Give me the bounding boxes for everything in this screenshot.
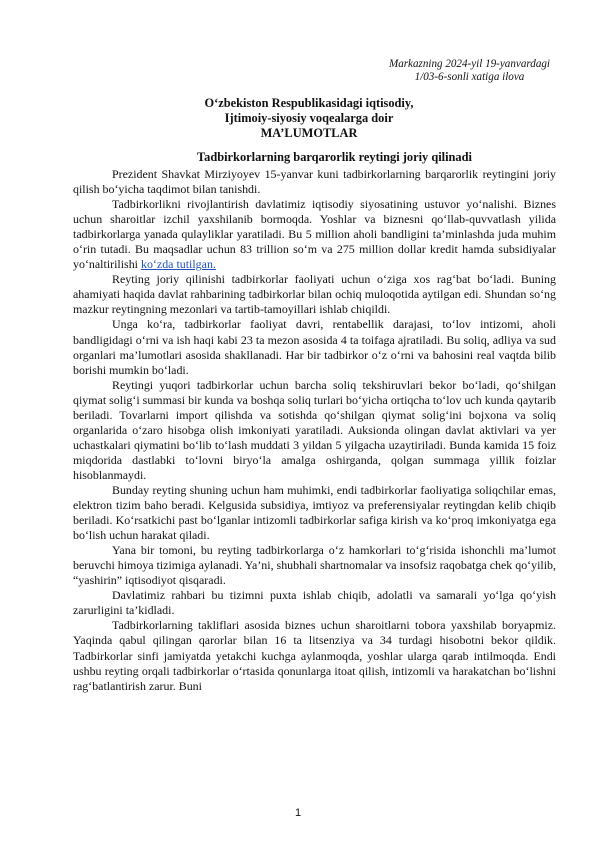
inline-link[interactable]: ko‘zda tutilgan. [140, 257, 216, 272]
paragraph: Reyting joriy qilinishi tadbirkorlar faoliyati uchun o‘ziga xos rag‘bat bo‘ladi. Buning ahamiyati haqida davlat rahbarining tadbirkorlar bilan ochiq muloqotida aytilgan edi. Shundan so‘ng mazkur reytingning mezonlari va tartib-tamoyillari ishlab chiqildi. [73, 272, 556, 317]
header-note [389, 58, 550, 83]
header-note-line1: Markazning 2024-yil 19-yanvardagi [388, 58, 550, 70]
title-line3: MA’LUMOTLAR [260, 126, 358, 141]
title-line2: Ijtimoiy-siyosiy voqealarga doir [224, 111, 394, 126]
header-note-line2: 1/03-6-sonli xatiga ilova [414, 70, 525, 83]
page-number: 1 [294, 807, 302, 819]
article-body [73, 167, 556, 694]
paragraph: Yana bir tomoni, bu reyting tadbirkorlarga o‘z hamkorlari to‘g‘risida ishonchli ma’lumot beruvchi himoya tizimiga aylanadi. Ya’ni, shubhali shartnomalar va insofsiz raqobatga chek qo‘yilib, “yashirin” iqtisodiyot qisqaradi. [73, 543, 557, 588]
paragraph: Davlatimiz rahbari bu tizimni puxta ishlab chiqib, adolatli va samarali yo‘lga qo‘yish zarurligini ta’kidladi. [73, 588, 556, 618]
paragraph [73, 197, 556, 272]
title-line1: O‘zbekiston Respublikasidagi iqtisodiy, [204, 96, 414, 110]
paragraph: Prezident Shavkat Mirziyoyev 15-yanvar kuni tadbirkorlarning barqarorlik reytingini joriy qilish bo‘yicha taqdimot bilan tanishdi. [73, 167, 556, 197]
paragraph: Tadbirkorlarning takliflari asosida biznes uchun sharoitlarni tobora yaxshilab boryapmiz. Yaqinda qabul qilingan qarorlar bilan 16 ta litsenziya va 34 turdagi hisobotni bekor qildik. Tadbirkorlar sinfi jamiyatda yetakchi kuchga aylanmoqda, yoshlar ularga qarab intilmoqda. Endi ushbu reyting orqali tadbirkorlar o‘rtasida qonunlarga itoat qilish, intizomli va harakatchan bo‘lishni rag‘batlantirish zarur. Buni [73, 618, 556, 693]
paragraph-text: Tadbirkorlikni rivojlantirish davlatimiz iqtisodiy siyosatining ustuvor yo‘nalishi. Biznes uchun sharoitlar izchil yaxshilanib bormoqda. Yoshlar va biznesni qo‘llab-quvvatlash yilida tadbirkorlarga yanada qulayliklar yaratiladi. Bu 5 million aholi bandligini ta’minlashda juda muhim o‘rin tutadi. Bu maqsadlar uchun 83 trillion so‘m va 275 million dollar kredit hamda subsidiyalar yo‘naltirilishi [73, 197, 556, 272]
document-title [0, 96, 596, 142]
paragraph: Reytingi yuqori tadbirkorlar uchun barcha soliq tekshiruvlari bekor bo‘ladi, qo‘shilgan qiymat solig‘i summasi bir kunda va boshqa soliq turlari bo‘yicha ortiqcha to‘lov uch kunda qaytarib beriladi. Tovarlarni import qilishda va sotishda qo‘shilgan qiymat solig‘ini bojxona va soliq organlarida o‘zaro hisobga olish imkoniyati yaratiladi. Auksionda olingan davlat aktivlari va yer uchastkalari qiymatini bo‘lib to‘lash muddati 3 yildan 5 yilgacha uzaytiriladi. Bunda kamida 15 foiz miqdorida dastlabki to‘lovni biryo‘la amalga oshirganda, qolgan summaga yillik foizlar hisoblanmaydi. [73, 377, 556, 482]
paragraph: Unga ko‘ra, tadbirkorlar faoliyat davri, rentabellik darajasi, to‘lov intizomi, aholi bandligidagi o‘rni va ish haqi kabi 23 ta mezon asosida 4 ta toifaga ajratiladi. Bu soliq, adliya va sud organlari ma’lumotlari asosida shakllanadi. Har bir tadbirkor o‘z o‘rni va bahosini real vaqtda bilib borishi mumkin bo‘ladi. [73, 317, 556, 377]
article-heading: Tadbirkorlarning barqarorlik reytingi joriy qilinadi [197, 150, 472, 164]
paragraph: Bunday reyting shuning uchun ham muhimki, endi tadbirkorlar faoliyatiga soliqchilar emas, elektron tizim baho beradi. Kelgusida subsidiya, imtiyoz va preferensiyalar reytingdan kelib chiqib beriladi. Ko‘rsatkichi past bo‘lganlar intizomli tadbirkorlar safiga kirish va ko‘proq imkoniyatga ega bo‘lish uchun harakat qiladi. [73, 482, 556, 543]
